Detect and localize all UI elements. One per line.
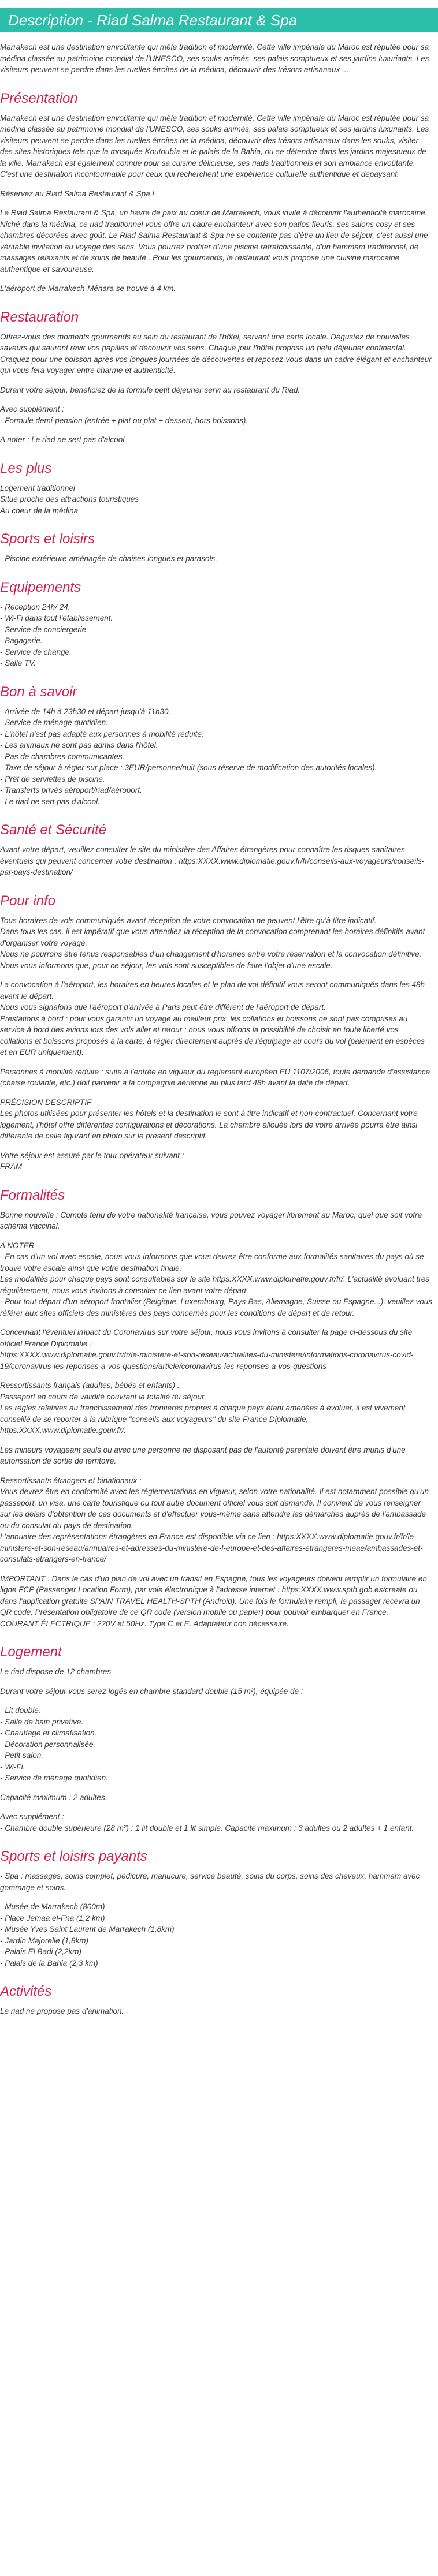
logement-supplement-item: - Chambre double supérieure (28 m²) : 1 lit double et 1 lit simple. Capacité maximum : 3 adultes ou 2 adultes + 1 enfant. (0, 1823, 414, 1832)
list-item: - Salle de bain privative. (0, 1717, 84, 1726)
list-item: - Petit salon. (0, 1751, 44, 1760)
list-item: - Musée Yves Saint Laurent de Marrakech (1,8km) (0, 1925, 175, 1933)
info-heading: Pour info (0, 893, 56, 909)
list-item: - Les animaux ne sont pas admis dans l'hôtel. (0, 741, 158, 749)
bon-list (0, 706, 432, 808)
list-item: - Le riad ne sert pas d'alcool. (0, 797, 100, 806)
info-line: Nous vous signalons que l'aéroport d'arrivée à Paris peut être différent de l'aéroport de départ. (0, 1003, 326, 1011)
restauration-supplement-title: Avec supplément : (0, 405, 64, 413)
presentation-paragraph: Marrakech est une destination envoûtante qui mêle tradition et modernité. Cette ville impériale du Maroc est réputée pour sa médina classée au patrimoine mondial de l'UNESCO, ses souks animés, ses palais somptueux et ses jardins luxuriants. Les visiteurs peuvent se perdre dans les ruelles étroites de la médina, découvrir des trésors artisanaux dans les souks, visiter des sites historiques tels que la mosquée Koutoubia et le palais de la Bahia, ou se détendre dans les jardins majestueux de la ville. Marrakech est également connue pour sa cuisine délicieuse, ses riads traditionnels et son ambiance envoûtante. C'est une destination incontournable pour ceux qui recherchent une expérience culturelle authentique et dépaysant. (0, 113, 429, 178)
info-line: Personnes à mobilité réduite : suite à l'entrée en vigueur du règlement européen EU 1107/2006, toute demande d'assistance (chaise roulante, etc.) doit parvenir à la compagnie aérienne au plus tard 48h avant la date de départ. (0, 1067, 430, 1087)
list-item: - Jardin Majorelle (1,8km) (0, 1936, 89, 1945)
formalites-line: Vous devrez être en conformité avec les réglementations en vigueur, selon votre nationalité. Il est notamment possible qu'un passeport, un visa, une carte touristique ou tout autre document officiel vous soit demandé. Il convient de vous renseigner sur les délais d'obtention de ces documents et d'effectuer vous-même sans attendre les démarches auprès de l'ambassade ou du consulat du pays de destination. (0, 1487, 429, 1530)
formalites-block (0, 1327, 432, 1372)
list-item: - Pas de chambres communicantes. (0, 752, 125, 761)
intro-paragraph: Marrakech est une destination envoûtante qui mêle tradition et modernité. Cette ville impériale du Maroc est réputée pour sa médina classée au patrimoine mondial de l'UNESCO, ses souks animés, ses palais somptueux et ses jardins luxuriants. Les visiteurs peuvent se perdre dans les ruelles étroites de la médina, découvrir des trésors artisanaux ... (0, 43, 429, 74)
formalites-line: - Pour tout départ d'un aéroport frontalier (Belgique, Luxembourg, Pays-Bas, Allemagne, Suisse ou Espagne...), veuillez vous référer aux sites officiels des ministères des pays concernés pour les conditions de départ et de retour. (0, 1297, 432, 1317)
presentation-heading: Présentation (0, 90, 78, 106)
info-line: PRÉCISION DESCRIPTIF (0, 1097, 92, 1107)
list-item: - Service de ménage quotidien. (0, 1774, 108, 1782)
list-item: - Wi-Fi dans tout l'établissement. (0, 614, 113, 622)
formalites-line: A NOTER (0, 1241, 35, 1250)
formalites-block (0, 1380, 432, 1436)
list-item: - Place Jemaa el-Fna (1,2 km) (0, 1913, 105, 1922)
info-block (0, 915, 432, 972)
logement-supplement (0, 1811, 432, 1834)
logement-list (0, 1705, 432, 1784)
formalites-line: Ressortissants français (adultes, bébés et enfants) : (0, 1381, 180, 1390)
content (0, 42, 438, 2017)
intro-block (0, 42, 432, 76)
list-item: - Transferts privés aéroport/riad/aéroport. (0, 786, 142, 794)
restauration-paragraph: Durant votre séjour, bénéficiez de la formule petit déjeuner servi au restaurant du Riad. (0, 385, 300, 394)
sante-paragraph: Avant votre départ, veuillez consulter le site du ministère des Affaires étrangères pour connaître les risques sanitaires éventuels qui peuvent concerner votre destination : https:XXXX.www.diplomatie.gouv.fr/fr/conseils-aux-voyageurs/conseils-par-pays-destination/ (0, 845, 425, 876)
sports-list (0, 553, 432, 565)
logement-supplement-title: Avec supplément : (0, 1812, 64, 1821)
plus-list (0, 483, 432, 517)
logement-capacity: Capacité maximum : 2 adultes. (0, 1793, 107, 1802)
list-item: - Lit double. (0, 1706, 41, 1715)
sports-payants-heading: Sports et loisirs payants (0, 1849, 147, 1864)
info-line: Les photos utilisées pour présenter les hôtels et la destination le sont à titre indicatif et non-contractuel. Concernant votre logement, l'hôtel offre différentes configurations et décorations. La chambre allouée lors de votre arrivée pourra être ainsi différente de celle figurant en photo sur le présent descriptif. (0, 1109, 418, 1140)
list-item: - Réception 24h/ 24. (0, 602, 70, 611)
presentation-paragraph: L'aéroport de Marrakech-Ménara se trouve à 4 km. (0, 284, 176, 293)
formalites-line: COURANT ÉLECTRIQUE : 220V et 50Hz. Type C et E. Adaptateur non nécessaire. (0, 1619, 289, 1628)
restauration-heading: Restauration (0, 309, 79, 325)
bon-heading: Bon à savoir (0, 684, 77, 700)
plus-heading: Les plus (0, 460, 52, 476)
sports-heading: Sports et loisirs (0, 531, 95, 547)
logement-description: Durant votre séjour vous serez logés en chambre standard double (15 m²), équipée de : (0, 1686, 303, 1696)
restauration-supplement-item: - Formule demi-pension (entrée + plat ou plat + dessert, hors boissons). (0, 416, 248, 425)
equipements-heading: Equipements (0, 579, 81, 595)
activites-text: Le riad ne propose pas d'animation. (0, 2007, 124, 2015)
list-item: - Palais El Badi (2,2km) (0, 1947, 82, 1956)
list-item: - Taxe de séjour à régler sur place : 3EUR/personne/nuit (sous réserve de modification des autorités locales). (0, 763, 377, 772)
formalites-heading: Formalités (0, 1187, 65, 1203)
restauration-paragraph: Offrez-vous des moments gourmands au sein du restaurant de l'hôtel, servant une carte locale. Dégustez de nouvelles saveurs qui sauront ravir vos papilles et découvrir vos sens. Chaque jour l'hôtel propose un petit déjeuner continental. Craquez pour une boisson après vos longues journées de découvertes et reposez-vous dans un cadre élégant et enchanteur qui vous fera voyager entre charme et authenticité. (0, 332, 432, 375)
formalites-line: https:XXXX.www.diplomatie.gouv.fr/fr/le-ministere-et-son-reseau/actualites-du-ministere/informations-coronavirus-covid-19/coronavirus-les-reponses-a-vos-questions/article/coronavirus-les-reponses-a-vos-questions (0, 1350, 414, 1371)
list-item: - Salle TV. (0, 659, 36, 667)
list-item: - L'hôtel n'est pas adapté aux personnes à mobilité réduite. (0, 729, 204, 738)
info-line: Nous vous informons que, pour ce séjour, les vols sont susceptibles de faire l'objet d'une escale. (0, 961, 333, 970)
list-item: - Service de change. (0, 647, 72, 656)
info-line: Prestations à bord : pour vous garantir un voyage au meilleur prix, les collations et boissons ne sont pas comprises au service à bord des avions lors des vols aller et retour ; nous vous offrons la possibilité de choisir en toute liberté vos collations et boissons proposés à la carte, à régler directement auprès de l'équipage au cours du vol (paiement en espèces et en EUR uniquement). (0, 1014, 425, 1056)
list-item: - Décoration personnalisée. (0, 1739, 96, 1749)
page (0, 8, 438, 2048)
formalites-block (0, 1240, 432, 1319)
logement-intro: Le riad dispose de 12 chambres. (0, 1667, 113, 1676)
list-item: Au coeur de la médina (0, 506, 79, 515)
list-item: - Arrivée de 14h à 23h30 et départ jusqu'à 11h30. (0, 707, 171, 716)
list-item: - Palais de la Bahia (2,3 km) (0, 1958, 98, 1968)
list-item: - Chauffage et climatisation. (0, 1728, 97, 1737)
list-item: - Wi-Fi. (0, 1762, 25, 1771)
info-line: La convocation à l'aéroport, les horaires en heures locales et le plan de vol définitif vous seront communiqués dans les 48h avant le départ. (0, 980, 425, 1000)
formalites-block (0, 1209, 432, 1232)
sports-payants-intro: - Spa : massages, soins complet, pédicure, manucure, service beauté, soins du corps, soins des cheveux, hammam avec gommage et soins. (0, 1872, 420, 1892)
formalites-line: Passeport en cours de validité couvrant la totalité du séjour. (0, 1392, 206, 1401)
page-title: Description - Riad Salma Restaurant & Spa (0, 8, 438, 32)
formalites-line: Les mineurs voyageant seuls ou avec une personne ne disposant pas de l'autorité parentale doivent être munis d'une autorisation de sortie de territoire. (0, 1445, 406, 1465)
sante-heading: Santé et Sécurité (0, 822, 107, 838)
sports-payants-list (0, 1901, 432, 1969)
restauration-note: A noter : Le riad ne sert pas d'alcool. (0, 435, 127, 444)
list-item: Logement traditionnel (0, 483, 75, 492)
restauration-supplement (0, 404, 432, 426)
formalites-line: Ressortissants étrangers et binationaux : (0, 1476, 142, 1485)
list-item: - Piscine extérieure aménagée de chaises longues et parasols. (0, 554, 217, 563)
list-item: - Service de conciergerie (0, 625, 87, 634)
formalites-line: - En cas d'un vol avec escale, nous vous informons que vous devrez être conforme aux formalités sanitaires du pays où se trouve votre escale ainsi que votre destination finale. (0, 1252, 424, 1272)
info-line: Tous horaires de vols communiqués avant réception de votre convocation ne peuvent l'être qu'à titre indicatif. (0, 916, 377, 925)
activites-heading: Activités (0, 1984, 52, 1999)
info-block (0, 1150, 432, 1173)
presentation-paragraph: Réservez au Riad Salma Restaurant & Spa ! (0, 189, 155, 198)
info-line: Votre séjour est assuré par le tour opérateur suivant : (0, 1151, 184, 1160)
formalites-line: Les règles relatives au franchissement des frontières propres à chaque pays étant amenées à évoluer, il est vivement conseillé de se reporter à la rubrique "conseils aux voyageurs" du site France Diplomatie, https:XXXX.www.diplomatie.gouv.fr/. (0, 1403, 406, 1435)
info-line: Dans tous les cas, il est impératif que vous attendiez la réception de la convocation comprenant les horaires définitifs avant d'organiser votre voyage. (0, 927, 425, 947)
formalites-block (0, 1444, 432, 1467)
equipements-list (0, 602, 432, 669)
list-item: - Bagagerie. (0, 636, 43, 645)
list-item: - Service de ménage quotidien. (0, 718, 108, 727)
presentation-paragraph: Le Riad Salma Restaurant & Spa, un havre de paix au coeur de Marrakech, vous invite à découvrir l'authenticité marocaine. Niché dans la médina, ce riad traditionnel vous offre un cadre enchanteur avec son patios fleuris, ses salons cosy et ses chambres décorées avec goût. Le Riad Salma Restaurant & Spa ne se contente pas d'être un lieu de séjour, c'est aussi une véritable invitation au voyage des sens. Vous pourrez profiter d'une piscine rafraîchissante, d'un hammam traditionnel, de massages relaxants et de soins de beauté . Pour les gourmands, le restaurant vous propose une cuisine marocaine authentique et savoureuse. (0, 208, 428, 274)
formalites-line: Bonne nouvelle : Compte tenu de votre nationalité française, vous pouvez voyager librement au Maroc, quel que soit votre schéma vaccinal. (0, 1210, 422, 1230)
logement-heading: Logement (0, 1644, 62, 1660)
info-line: Nous ne pourrons être tenus responsables d'un changement d'horaires entre votre réservation et la convocation définitive. (0, 950, 422, 958)
list-item: Situé proche des attractions touristiques (0, 495, 139, 503)
info-line: FRAM (0, 1162, 23, 1171)
formalites-line: L'annuaire des représentations étrangères en France est disponible via ce lien : https:XXXX.www.diplomatie.gouv.fr/fr/le-ministere-et-son-reseau/annuaires-et-adresses-du-ministere-de-l-europe-et-des-affaires-etrangeres-meae/ambassades-et-consulats-etrangers-en-france/ (0, 1532, 423, 1563)
formalites-line: Les modalités pour chaque pays sont consultables sur le site https:XXXX.www.diplomatie.gouv.fr/fr/. L'actualité évoluant très régulièrement, nous vous invitons à consulter ce lien avant votre départ. (0, 1275, 429, 1295)
info-block (0, 979, 432, 1058)
formalites-block (0, 1475, 432, 1565)
formalites-line: Concernant l'éventuel impact du Coronavirus sur votre séjour, nous vous invitons à consulter la page ci-dessous du site officiel France Diplomatie : (0, 1328, 413, 1348)
info-block (0, 1097, 432, 1142)
list-item: - Prêt de serviettes de piscine. (0, 774, 105, 783)
info-block (0, 1066, 432, 1089)
formalites-block (0, 1573, 432, 1630)
formalites-line: IMPORTANT : Dans le cas d'un plan de vol avec un transit en Espagne, tous les voyageurs doivent remplir un formulaire en ligne FCP (Passenger Location Form), par voie électronique à l'adresse internet : https:XXXX.www.spth.gob.es/create ou dans l'application gratuite SPAIN TRAVEL HEALTH-SPTH (Android). Une fois le formulaire rempli, le passager recevra un QR code. Présentation obligatoire de ce QR code (version mobile ou papier) pour pouvoir embarquer en France. (0, 1574, 427, 1616)
list-item: - Musée de Marrakech (800m) (0, 1902, 105, 1911)
